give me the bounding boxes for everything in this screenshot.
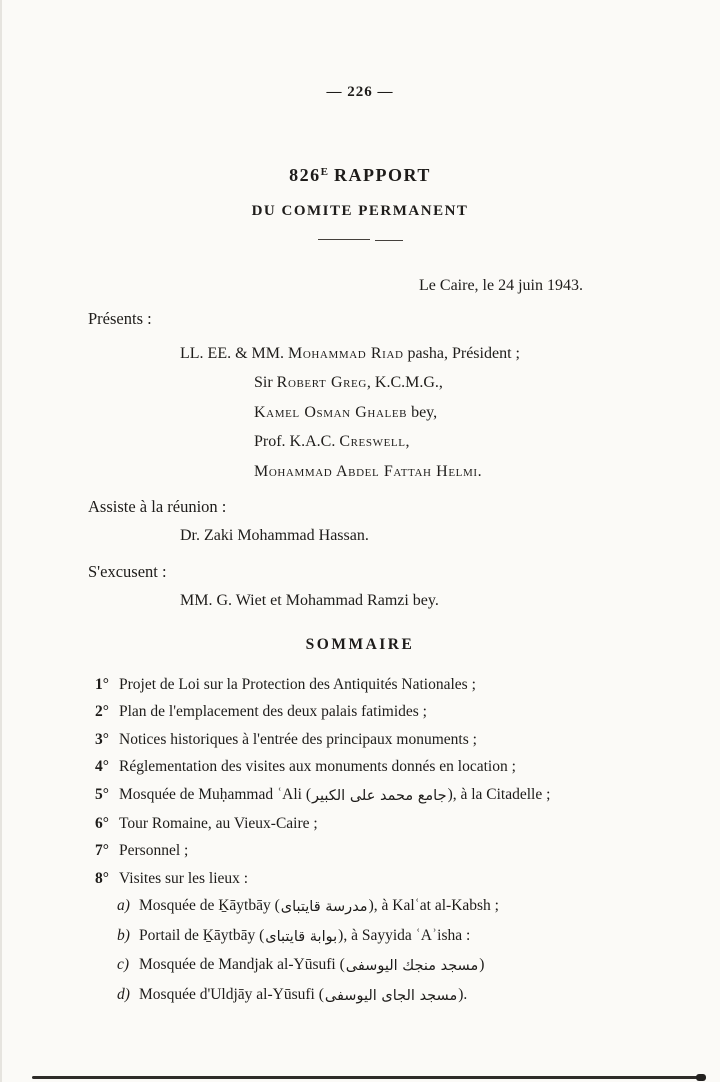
- presents-list: [180, 339, 520, 486]
- sommaire-item: [95, 837, 680, 864]
- item-text: Plan de l'emplacement des deux palais fatimides ;: [119, 703, 427, 721]
- sommaire-item: [95, 781, 680, 810]
- report-title-number: 826: [289, 165, 321, 185]
- sommaire-subitem: [117, 892, 680, 922]
- presents-line-prefix: Prof. K.A.C.: [254, 433, 340, 451]
- sommaire-item: [95, 810, 680, 837]
- item-number: 4°: [95, 758, 109, 776]
- item-number: 2°: [95, 703, 109, 721]
- subitem-letter: d): [117, 986, 130, 1004]
- attendee-name: Creswell: [339, 433, 406, 451]
- presents-line: [180, 368, 520, 397]
- excuses-name: MM. G. Wiet et Mohammad Ramzi bey.: [180, 592, 439, 609]
- item-text: Mosquée de Muḥammad ʿAli (: [119, 785, 311, 803]
- item-number: 1°: [95, 676, 109, 693]
- subitem-text: Mosquée de Mandjak al-Yūsufi (: [139, 956, 345, 974]
- sommaire-subitem: [117, 981, 680, 1011]
- item-text: Réglementation des visites aux monuments donnés en location ;: [119, 758, 516, 776]
- presents-line: [180, 398, 520, 427]
- arabic-text: مسجد الجاى اليوسفى: [324, 988, 458, 1005]
- sommaire-title: SOMMAIRE: [305, 636, 415, 653]
- attendee-name: Kamel Osman Ghaleb: [254, 403, 408, 421]
- subitem-text: ): [479, 956, 485, 974]
- presents-line: [180, 339, 520, 368]
- item-text: Personnel ;: [119, 842, 189, 860]
- item-text: Notices historiques à l'entrée des principaux monuments ;: [119, 730, 477, 748]
- sommaire-item: [95, 671, 680, 698]
- item-number: 6°: [95, 815, 109, 833]
- presents-label: Présents :: [88, 309, 152, 328]
- subitem-text: ), à Sayyida ʿAʾisha :: [338, 926, 471, 944]
- presents-line-suffix: pasha, Président ;: [403, 345, 520, 362]
- arabic-text: جامع محمد على الكبير: [312, 787, 447, 804]
- item-text: Projet de Loi sur la Protection des Antiquités Nationales ;: [119, 676, 476, 693]
- excuses-label: S'excusent :: [88, 562, 167, 581]
- sommaire-list: [95, 671, 680, 1011]
- item-number: 3°: [95, 730, 109, 748]
- attendee-name: Mohammad Riad: [288, 345, 404, 362]
- sommaire-item: [95, 865, 680, 892]
- scan-bottom-artifact: [32, 1076, 704, 1079]
- item-number: 7°: [95, 842, 109, 860]
- item-number: 5°: [95, 785, 109, 803]
- sommaire-item: [95, 753, 680, 780]
- subitem-letter: a): [117, 897, 130, 915]
- subitem-text: Mosquée d'Uldjāy al-Yūsufi (: [139, 986, 324, 1004]
- presents-line-suffix: ,: [405, 433, 410, 451]
- report-title-ordinal: E: [320, 166, 328, 178]
- attendee-name: Mohammad Abdel Fattah Helmi: [254, 462, 478, 480]
- presents-line-suffix: bey,: [407, 403, 438, 421]
- sommaire-item: [95, 726, 680, 753]
- item-number: 8°: [95, 869, 109, 887]
- subitem-letter: b): [117, 926, 130, 944]
- assiste-name: Dr. Zaki Mohammad Hassan.: [180, 527, 369, 544]
- assiste-label: Assiste à la réunion :: [88, 497, 227, 516]
- arabic-text: مدرسة قايتباى: [280, 899, 368, 916]
- subitem-letter: c): [117, 956, 130, 974]
- decorative-rule: [0, 238, 720, 241]
- item-text: Visites sur les lieux :: [119, 869, 249, 887]
- subitem-text: Portail de Ḵāytbāy (: [139, 926, 265, 944]
- presents-line-prefix: Sir: [254, 374, 277, 392]
- report-subtitle: DU COMITE PERMANENT: [251, 203, 469, 219]
- scan-edge-artifact: [0, 0, 2, 1082]
- subitem-text: Mosquée de Ḵāytbāy (: [139, 897, 280, 915]
- report-title-text: RAPPORT: [327, 165, 431, 185]
- presents-line-suffix: .: [477, 462, 482, 480]
- item-text: Tour Romaine, au Vieux-Caire ;: [119, 815, 318, 833]
- sommaire-item: [95, 698, 680, 725]
- presents-line: [180, 457, 520, 486]
- item-text: ), à la Citadelle ;: [447, 785, 551, 803]
- presents-line: [180, 427, 520, 456]
- sommaire-subitem: [117, 922, 680, 952]
- presents-line-prefix: LL. EE. & MM.: [180, 345, 288, 362]
- subitem-text: ).: [458, 986, 468, 1004]
- dateline: Le Caire, le 24 juin 1943.: [419, 277, 583, 294]
- arabic-text: مسجد منجك اليوسفى: [345, 958, 479, 975]
- arabic-text: بوابة قايتباى: [265, 928, 338, 945]
- subitem-text: ), à Kalʿat al-Kabsh ;: [368, 897, 499, 915]
- attendee-name: Robert Greg: [276, 374, 367, 392]
- page-number: — 226 —: [326, 84, 394, 100]
- sommaire-subitem: [117, 951, 680, 981]
- report-title: [0, 165, 720, 186]
- presents-line-suffix: , K.C.M.G.,: [366, 374, 443, 392]
